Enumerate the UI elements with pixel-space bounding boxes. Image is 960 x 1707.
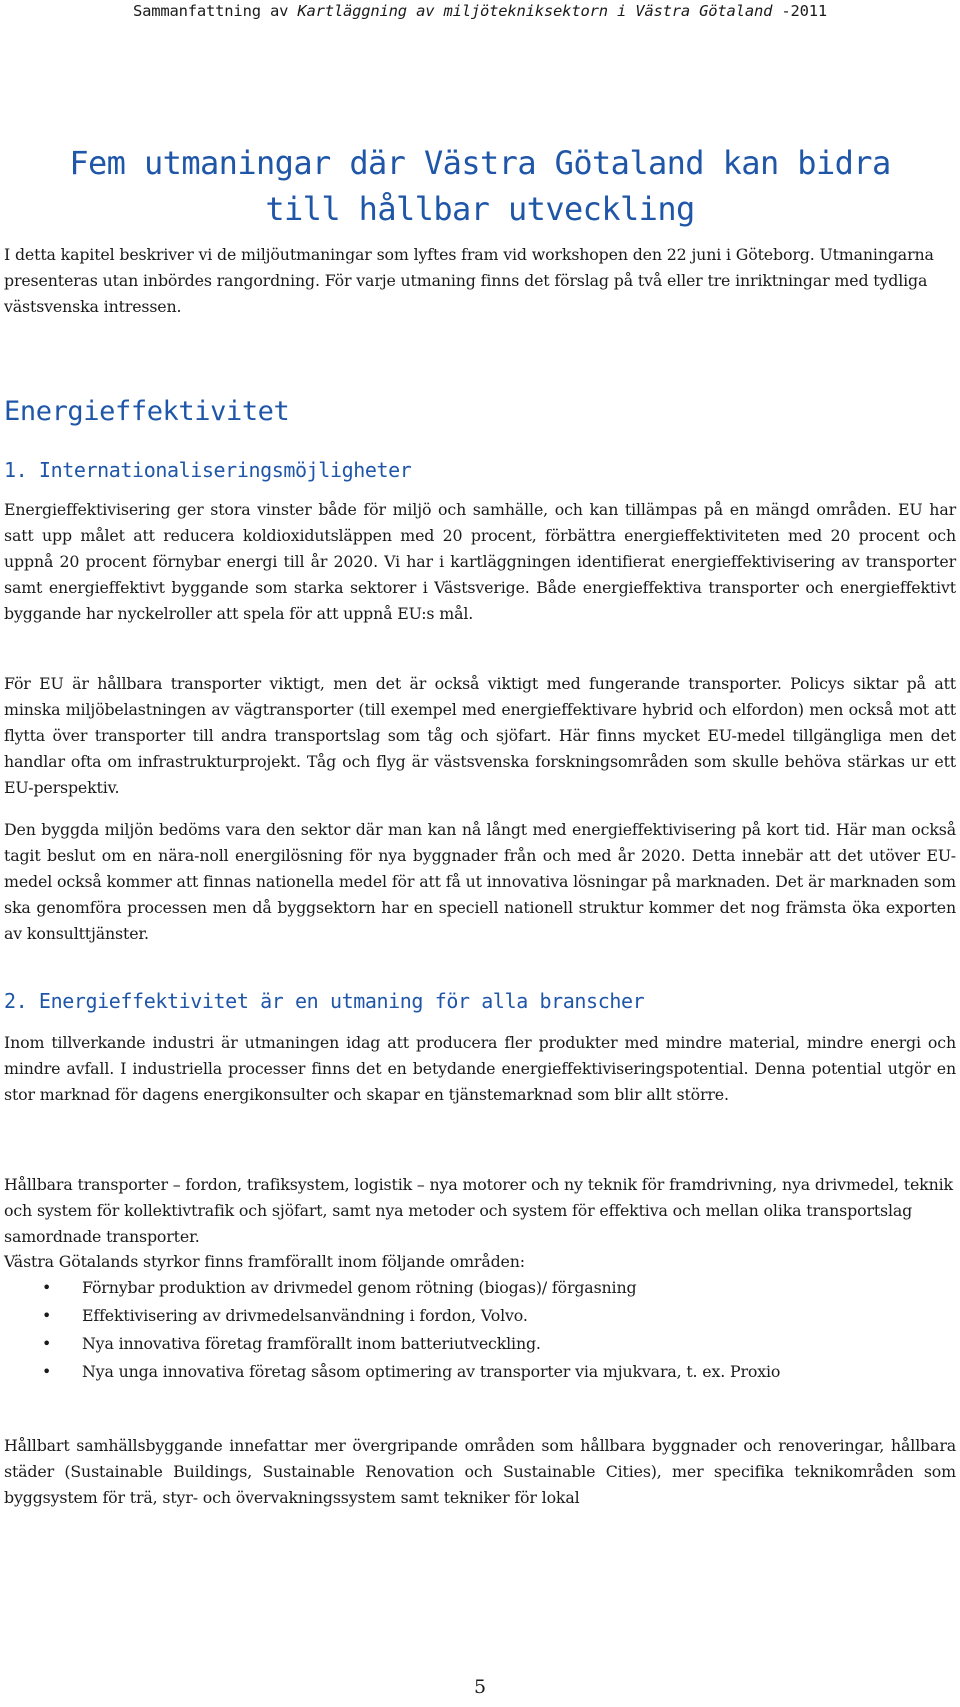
intro-paragraph: I detta kapitel beskriver vi de miljöutmaningar som lyftes fram vid workshopen den 22 juni i Göteborg. Utmaningarna presenteras utan inbördes rangordning. För varje utmaning finns det förslag på två eller tre inriktningar med tydliga västsvenska intressen. (4, 245, 934, 316)
list-item (4, 1330, 944, 1358)
header-suffix: -2011 (772, 2, 828, 20)
list-item-text: Effektivisering av drivmedelsanvändning i fordon, Volvo. (82, 1306, 528, 1325)
paragraph-energy-eu: Energieffektivisering ger stora vinster både för miljö och samhälle, och kan tillämpas på en mängd områden. EU har satt upp målet att reducera koldioxidutsläppen med 20 procent, förbättra energieffektiviteten med 20 procent och uppnå 20 procent förnybar energi till år 2020. Vi har i kartläggningen identifierat energieffektivisering av transporter samt energieffektivt byggande som starka sektorer i Västsverige. Både energieffektiva transporter och energieffektivt byggande har nyckelroller att spela för att uppnå EU:s mål. (4, 500, 956, 623)
bullet-icon: • (42, 1306, 52, 1325)
list-item (4, 1302, 944, 1330)
list-item-text: Förnybar produktion av drivmedel genom rötning (biogas)/ förgasning (82, 1278, 637, 1297)
bullet-icon: • (42, 1278, 52, 1297)
paragraph-sustainable-transport: Hållbara transporter – fordon, trafiksystem, logistik – nya motorer och ny teknik för framdrivning, nya drivmedel, teknik och system för kollektivtrafik och sjöfart, samt nya metoder och system för effektiva och mellan olika transportslag samordnade transporter. (4, 1175, 953, 1246)
bullet-icon: • (42, 1334, 52, 1353)
page-number: 5 (473, 1676, 487, 1698)
paragraph-transport-eu: För EU är hållbara transporter viktigt, men det är också viktigt med fungerande transporter. Policys siktar på att minska miljöbelastningen av vägtransporter (till exempel med energieffektivare hybrid och elfordon) men också mot att flytta över transporter till andra transportslag som tåg och sjöfart. Här finns mycket EU-medel tillgängliga men det handlar ofta om infrastrukturprojekt. Tåg och flyg är västsvenska forskningsområden som skulle behöva stärkas ur ett EU-perspektiv. (4, 674, 956, 797)
section-heading: Energieffektivitet (4, 396, 290, 427)
strengths-list (4, 1274, 944, 1386)
list-item-text: Nya unga innovativa företag såsom optimering av transporter via mjukvara, t. ex. Proxio (82, 1362, 781, 1381)
list-item (4, 1358, 944, 1386)
strengths-intro: Västra Götalands styrkor finns framförallt inom följande områden: (4, 1252, 525, 1271)
bullet-icon: • (42, 1362, 52, 1381)
paragraph-industry: Inom tillverkande industri är utmaningen idag att producera fler produkter med mindre material, mindre energi och mindre avfall. I industriella processer finns det en betydande energieffektiviseringspotential. Denna potential utgör en stor marknad för dagens energikonsulter och skapar en tjänstemarknad som blir allt större. (4, 1033, 956, 1104)
header-prefix: Sammanfattning av (132, 2, 298, 20)
running-header (0, 2, 960, 20)
list-item (4, 1274, 944, 1302)
paragraph-built-environment: Den byggda miljön bedöms vara den sektor där man kan nå långt med energieffektivisering på kort tid. Här man också tagit beslut om en nära-noll energilösning för nya byggnader från och med år 2020. Detta innebär att det utöver EU-medel också kommer att finnas nationella medel för att få ut innovativa lösningar på marknaden. Det är marknaden som ska genomföra processen men då byggsektorn har en speciell nationell struktur kommer det nog främsta öka exporten av konsulttjänster. (4, 820, 956, 943)
header-report-title: Kartläggning av miljötekniksektorn i Västra Götaland (297, 2, 773, 20)
subsection-heading-2: 2. Energieffektivitet är en utmaning för alla branscher (4, 989, 645, 1013)
paragraph-sustainable-building: Hållbart samhällsbyggande innefattar mer övergripande områden som hållbara byggnader och renoveringar, hållbara städer (Sustainable Buildings, Sustainable Renovation och Sustainable Cities), mer specifika teknikområden som byggsystem för trä, styr- och övervakningssystem samt tekniker för lokal (4, 1436, 956, 1507)
page-title: Fem utmaningar där Västra Götaland kan bidra till hållbar utveckling (69, 144, 891, 228)
subsection-heading-1: 1. Internationaliseringsmöjligheter (4, 458, 412, 482)
list-item-text: Nya innovativa företag framförallt inom batteriutveckling. (82, 1334, 541, 1353)
